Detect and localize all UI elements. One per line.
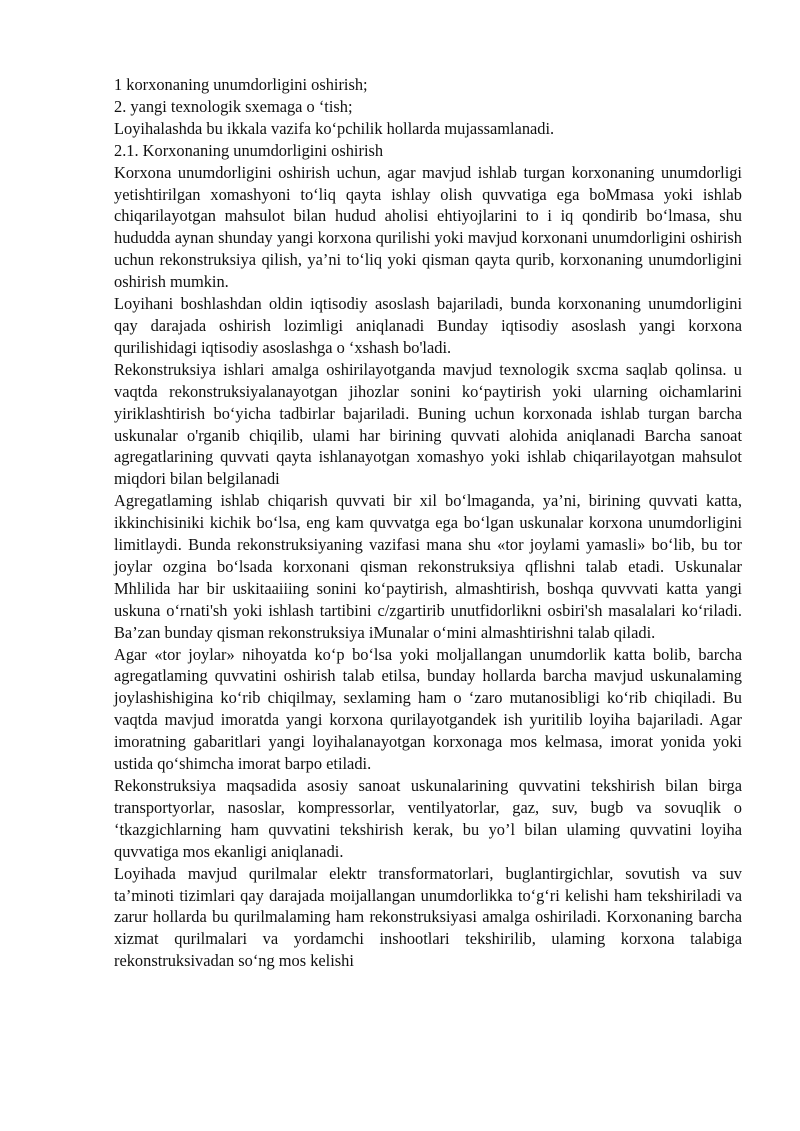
intro-sentence: Loyihalashda bu ikkala vazifa ko‘pchilik hollarda mujassamlanadi. — [114, 118, 555, 138]
paragraph-5: Agar «tor joylar» nihoyatda ko‘p bo‘lsa yoki moljallangan unumdorlik katta bolib, barcha agregatlaming quvvatini oshirish talab etilsa, bunday hollarda barcha mavjud uskunalaming joylashishigina ko‘rib chiqilmay, sexlaming ham o ‘zaro mutanosibligi ko‘rib chiqiladi. Bu vaqtda mavjud imoratda yangi korxona qurilayotgandek ish yuritilib loyiha bajariladi. Agar imoratning gabaritlari yangi loyihalanayotgan korxonaga mos kelmasa, imorat yonida yoki ustida qo‘shimcha imorat barpo etiladi. — [114, 644, 742, 774]
paragraph-2: Loyihani boshlashdan oldin iqtisodiy asoslash bajariladi, bunda korxonaning unumdorligini qay darajada oshirish lozimligi aniqlanadi Bunday iqtisodiy asoslash yangi korxona qurilishidagi iqtisodiy asoslashga o ‘xshash bo'ladi. — [114, 294, 742, 357]
paragraph-7: Loyihada mavjud qurilmalar elektr transformatorlari, buglantirgichlar, sovutish va suv ta’minoti tizimlari qay darajada moijallangan unumdorlikka to‘g‘ri kelishi ham tekshiriladi va zarur hollarda bu qurilmalaming ham rekonstruksiyasi amalga oshiriladi. Korxonaning barcha xizmat qurilmalari va yordamchi inshootlari tekshirilib, ulaming korxona talabiga rekonstruksivadan so‘ng mos kelishi — [114, 863, 742, 971]
paragraph-3: Rekonstruksiya ishlari amalga oshirilayotganda mavjud texnologik sxcma saqlab qolinsa. u vaqtda rekonstruksiyalanayotgan jihozlar sonini ko‘paytirish yoki ularning oichamlarini yiriklashtirish bo‘yicha tadbirlar bajariladi. Buning uchun korxonada ishlab turgan barcha uskunalar o'rganib chiqilib, ulami har birining quvvati alohida aniqlanadi Barcha sanoat agregatlarining quvvati qayta ishlanayotgan xomashyo yoki ishlab chiqarilayotgan mahsulot miqdori bilan belgilanadi — [114, 359, 742, 489]
section-heading: 2.1. Korxonaning unumdorligini oshirish — [114, 140, 384, 160]
paragraph-4: Agregatlaming ishlab chiqarish quvvati bir xil bo‘lmaganda, ya’ni, birining quvvati katta, ikkinchisiniki kichik bo‘lsa, eng kam quvvatga ega bo‘lgan uskunalar korxona unumdorligini limitlaydi. Bunda rekonstruksiyaning vazifasi mana shu «tor joylami yamasli» bo‘lib, bu tor joylar ozgina bo‘lsada korxonani qisman rekonstruksiya qflishni talab etadi. Uskunalar Mhlilida har bir uskitaaiiing sonini ko‘paytirish, almashtirish, boshqa quvvvati katta yangi uskuna o‘rnati'sh yoki ishlash tartibini c/zgartirib unutfidorlikni osbiri'sh masalalari ko‘riladi. Ba’zan bunday qisman rekonstruksiya iMunalar o‘mini almashtirishni talab qiladi. — [114, 491, 742, 642]
document-page — [114, 74, 742, 972]
paragraph-6: Rekonstruksiya maqsadida asosiy sanoat uskunalarining quvvatini tekshirish bilan birga transportyorlar, nasoslar, kompressorlar, ventilyatorlar, gaz, suv, bugb va sovuqlik o ‘tkazgichlarning ham quvvatini tekshirish kerak, bu yo’l bilan ulaming quvvatini loyiha quvvatiga mos ekanligi aniqlanadi. — [114, 776, 742, 861]
list-item-2: 2. yangi texnologik sxemaga o ‘tish; — [114, 96, 353, 116]
list-item-1: 1 korxonaning unumdorligini oshirish; — [114, 75, 368, 94]
paragraph-1: Korxona unumdorligini oshirish uchun, agar mavjud ishlab turgan korxonaning unumdorligi yetishtirilgan xomashyoni to‘liq qayta ishlay olish quvvatiga ega boMmasa yoki ishlab chiqarilayotgan mahsulot bilan hudud aholisi ehtiyojlarini to i iq qondirib bo‘lmasa, shu hududda aynan shunday yangi korxona qurilishi yoki mavjud korxonani unumdorligini oshirish uchun rekonstruksiya qilish, ya’ni to‘liq yoki qisman qayta qurib, korxonaning unumdorligini oshirish mumkin. — [114, 162, 742, 292]
